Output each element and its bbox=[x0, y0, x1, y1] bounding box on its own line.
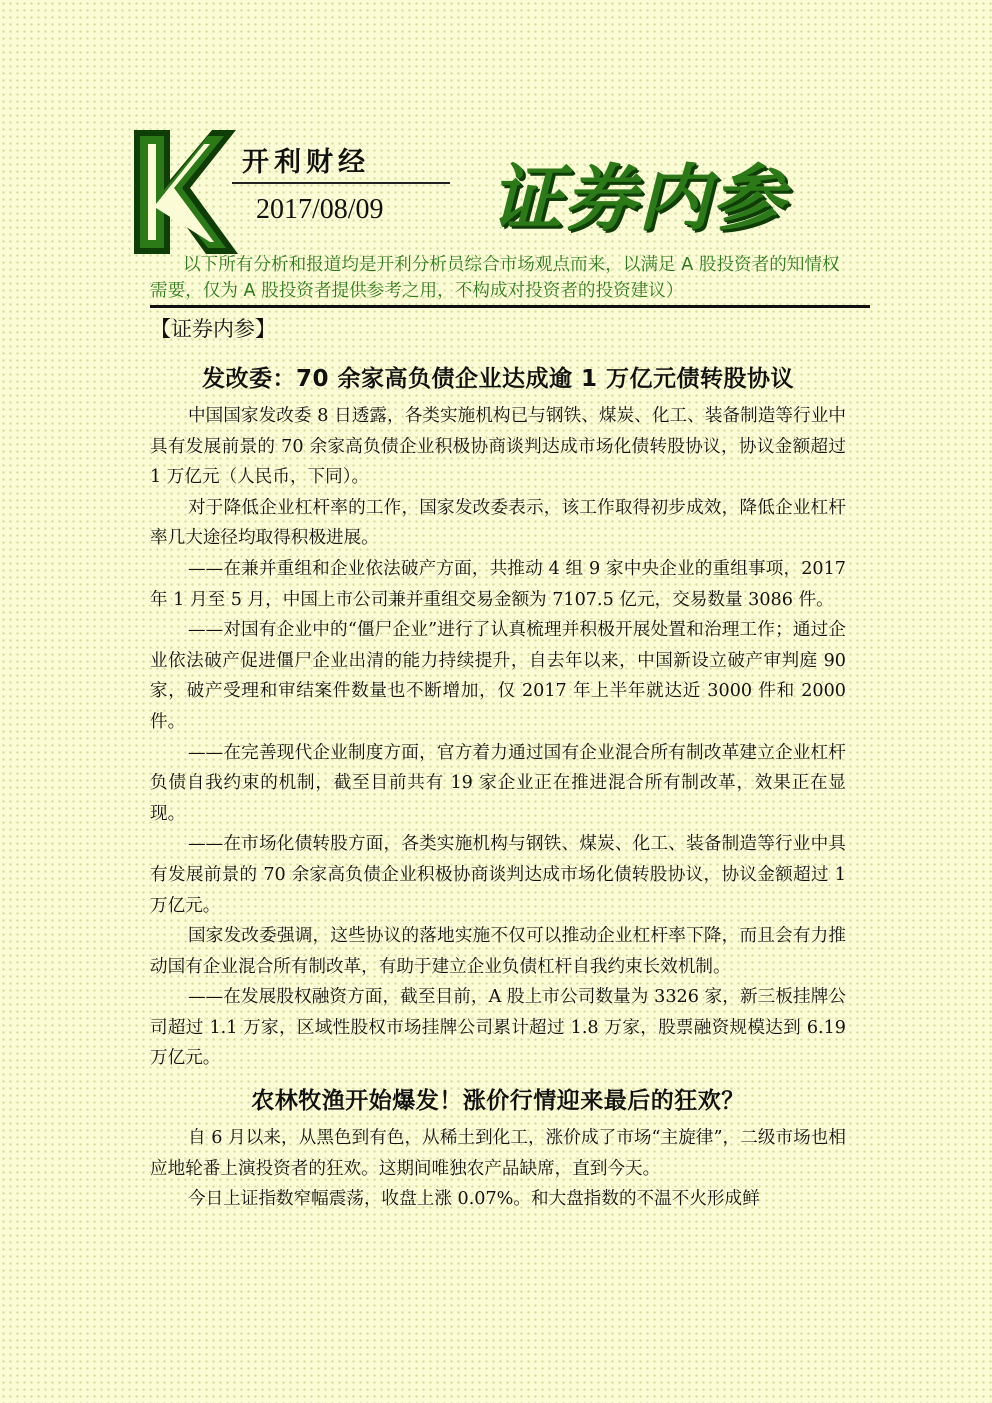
article-body bbox=[150, 1123, 846, 1215]
brand-divider bbox=[232, 182, 450, 184]
paragraph: ——在完善现代企业制度方面，官方着力通过国有企业混合所有制改革建立企业杠杆负债自我约束的机制，截至目前共有 19 家企业正在推进混合所有制改革，效果正在显现。 bbox=[150, 742, 846, 824]
issue-date: 2017/08/09 bbox=[256, 194, 384, 225]
paragraph: 国家发改委强调，这些协议的落地实施不仅可以推动企业杠杆率下降，而且会有力推动国有企业混合所有制改革，有助于建立企业负债杠杆自我约束长效机制。 bbox=[150, 926, 846, 977]
section-tag: 【证券内参】 bbox=[150, 317, 276, 341]
brand-name: 开利财经 bbox=[242, 147, 370, 178]
paragraph: 今日上证指数窄幅震荡，收盘上涨 0.07%。和大盘指数的不温不火形成鲜 bbox=[188, 1189, 760, 1210]
disclaimer-text: 以下所有分析和报道均是开利分析员综合市场观点而来，以满足 A 股投资者的知情权需要，仅为 A 股投资者提供参考之用，不构成对投资者的投资建议） bbox=[150, 255, 840, 301]
paragraph: ——在发展股权融资方面，截至目前，A 股上市公司数量为 3326 家，新三板挂牌公司超过 1.1 万家，区域性股权市场挂牌公司累计超过 1.8 万家，股票融资规模达到 6.19 万亿元。 bbox=[150, 987, 846, 1069]
paragraph: ——对国有企业中的“僵尸企业”进行了认真梳理并积极开展处置和治理工作；通过企业依法破产促进僵尸企业出清的能力持续提升，自去年以来，中国新设立破产审判庭 90 家，破产受理和审结案件数量也不断增加，仅 2017 年上半年就达近 3000 件和 2000 件。 bbox=[150, 620, 846, 732]
article-title: 发改委：70 余家高负债企业达成逾 1 万亿元债转股协议 bbox=[201, 366, 795, 392]
paragraph: 中国国家发改委 8 日透露，各类实施机构已与钢铁、煤炭、化工、装备制造等行业中具有发展前景的 70 余家高负债企业积极协商谈判达成市场化债转股协议，协议金额超过 1 万亿元（人民币，下同）。 bbox=[150, 406, 846, 488]
publication-title: 证券内参 bbox=[490, 156, 787, 240]
header-divider bbox=[150, 305, 870, 308]
paragraph: 自 6 月以来，从黑色到有色，从稀土到化工，涨价成了市场“主旋律”，二级市场也相应地轮番上演投资者的狂欢。这期间唯独农产品缺席，直到今天。 bbox=[150, 1128, 846, 1179]
paragraph: 对于降低企业杠杆率的工作，国家发改委表示，该工作取得初步成效，降低企业杠杆率几大途径均取得积极进展。 bbox=[150, 497, 846, 549]
k-logo-icon bbox=[128, 128, 240, 256]
paragraph: ——在市场化债转股方面，各类实施机构与钢铁、煤炭、化工、装备制造等行业中具有发展前景的 70 余家高负债企业积极协商谈判达成市场化债转股协议，协议金额超过 1 万亿元。 bbox=[150, 834, 846, 916]
document-body bbox=[150, 312, 846, 1215]
article-body bbox=[150, 401, 846, 1074]
paragraph: ——在兼并重组和企业依法破产方面，共推动 4 组 9 家中央企业的重组事项，2017 年 1 月至 5 月，中国上市公司兼并重组交易金额为 7107.5 亿元，交易数量 3086 件。 bbox=[150, 558, 846, 610]
masthead bbox=[0, 0, 992, 300]
article-title: 农林牧渔开始爆发！涨价行情迎来最后的狂欢？ bbox=[251, 1088, 745, 1115]
